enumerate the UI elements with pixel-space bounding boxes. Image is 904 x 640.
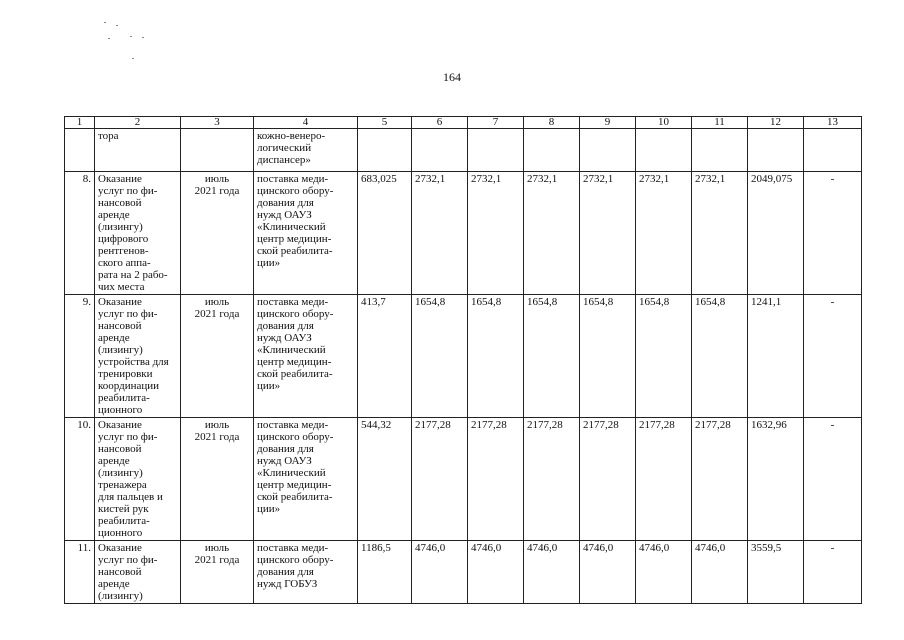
value-cell: 1654,8 — [524, 295, 580, 418]
value-cell: 4746,0 — [468, 541, 524, 604]
value-cell: 1654,8 — [580, 295, 636, 418]
value-cell: 2732,1 — [580, 172, 636, 295]
value-cell — [358, 129, 412, 172]
column-number: 9 — [580, 117, 636, 129]
description-text: поставка меди- цинского обору- дования для нужд ОАУЗ «Клинический центр медицин- ской реабилита- ции» — [257, 419, 334, 515]
description-cell — [254, 172, 358, 295]
value-cell: 1241,1 — [748, 295, 804, 418]
date-text: июль 2021 года — [194, 419, 240, 443]
value-cell — [692, 129, 748, 172]
value-cell: 4746,0 — [524, 541, 580, 604]
value-cell: 1186,5 — [358, 541, 412, 604]
service-cell — [95, 129, 181, 172]
value-cell: - — [804, 418, 862, 541]
value-cell: 1654,8 — [636, 295, 692, 418]
column-number: 3 — [181, 117, 254, 129]
service-text: Оказание услуг по фи- нансовой аренде (лизингу) цифрового рентгенов- ского аппа- рата на 2 рабо- чих места — [98, 173, 168, 293]
value-cell: 2732,1 — [692, 172, 748, 295]
row-number-cell — [65, 129, 95, 172]
table-row — [65, 418, 862, 541]
column-number-row — [65, 117, 862, 129]
value-cell: 1654,8 — [412, 295, 468, 418]
table-row — [65, 541, 862, 604]
value-cell: 2732,1 — [636, 172, 692, 295]
value-cell: 1654,8 — [468, 295, 524, 418]
value-cell: 2177,28 — [636, 418, 692, 541]
value-cell: 2177,28 — [692, 418, 748, 541]
column-number: 5 — [358, 117, 412, 129]
date-text: июль 2021 года — [194, 173, 240, 197]
column-number: 4 — [254, 117, 358, 129]
value-cell: 683,025 — [358, 172, 412, 295]
value-cell: 2732,1 — [524, 172, 580, 295]
date-text: июль 2021 года — [194, 542, 240, 566]
service-cell — [95, 172, 181, 295]
continuation-row — [65, 129, 862, 172]
service-cell — [95, 541, 181, 604]
column-number: 10 — [636, 117, 692, 129]
date-text: июль 2021 года — [194, 296, 240, 320]
value-cell: 2177,28 — [412, 418, 468, 541]
table-row — [65, 172, 862, 295]
date-cell — [181, 418, 254, 541]
value-cell: 2177,28 — [468, 418, 524, 541]
column-number: 6 — [412, 117, 468, 129]
page-number: 164 — [443, 70, 461, 84]
value-cell — [636, 129, 692, 172]
service-cell — [95, 295, 181, 418]
row-number-cell: 11. — [65, 541, 95, 604]
value-cell: 2732,1 — [468, 172, 524, 295]
data-table — [64, 116, 862, 604]
value-cell: 2177,28 — [580, 418, 636, 541]
service-text: тора — [98, 130, 119, 142]
value-cell — [580, 129, 636, 172]
value-cell — [468, 129, 524, 172]
value-cell: 544,32 — [358, 418, 412, 541]
date-cell — [181, 172, 254, 295]
service-text: Оказание услуг по фи- нансовой аренде (лизингу) тренажера для пальцев и кистей рук реабилита- ционного — [98, 419, 163, 539]
date-cell — [181, 129, 254, 172]
value-cell: 1632,96 — [748, 418, 804, 541]
description-cell — [254, 418, 358, 541]
value-cell: 2049,075 — [748, 172, 804, 295]
scan-noise — [104, 22, 164, 72]
value-cell: 4746,0 — [692, 541, 748, 604]
value-cell: 4746,0 — [580, 541, 636, 604]
value-cell: 413,7 — [358, 295, 412, 418]
description-text: поставка меди- цинского обору- дования для нужд ОАУЗ «Клинический центр медицин- ской реабилита- ции» — [257, 173, 334, 269]
value-cell — [524, 129, 580, 172]
date-cell — [181, 541, 254, 604]
description-text: поставка меди- цинского обору- дования для нужд ГОБУЗ — [257, 542, 334, 590]
description-text: кожно-венеро- логический диспансер» — [257, 130, 326, 166]
value-cell: - — [804, 172, 862, 295]
table-row — [65, 295, 862, 418]
value-cell: - — [804, 541, 862, 604]
column-number: 11 — [692, 117, 748, 129]
service-text: Оказание услуг по фи- нансовой аренде (лизингу) — [98, 542, 158, 602]
description-cell — [254, 541, 358, 604]
row-number-cell: 9. — [65, 295, 95, 418]
value-cell: 2177,28 — [524, 418, 580, 541]
value-cell: 2732,1 — [412, 172, 468, 295]
row-number-cell: 8. — [65, 172, 95, 295]
value-cell: - — [804, 295, 862, 418]
column-number: 7 — [468, 117, 524, 129]
service-text: Оказание услуг по фи- нансовой аренде (лизингу) устройства для тренировки координации реабилита- ционного — [98, 296, 169, 416]
description-cell — [254, 295, 358, 418]
column-number: 1 — [65, 117, 95, 129]
value-cell — [748, 129, 804, 172]
description-text: поставка меди- цинского обору- дования для нужд ОАУЗ «Клинический центр медицин- ской реабилита- ции» — [257, 296, 334, 392]
column-number: 8 — [524, 117, 580, 129]
date-cell — [181, 295, 254, 418]
column-number: 13 — [804, 117, 862, 129]
value-cell: 1654,8 — [692, 295, 748, 418]
column-number: 2 — [95, 117, 181, 129]
value-cell — [804, 129, 862, 172]
row-number-cell: 10. — [65, 418, 95, 541]
description-cell — [254, 129, 358, 172]
column-number: 12 — [748, 117, 804, 129]
service-cell — [95, 418, 181, 541]
value-cell — [412, 129, 468, 172]
value-cell: 4746,0 — [636, 541, 692, 604]
value-cell: 4746,0 — [412, 541, 468, 604]
value-cell: 3559,5 — [748, 541, 804, 604]
